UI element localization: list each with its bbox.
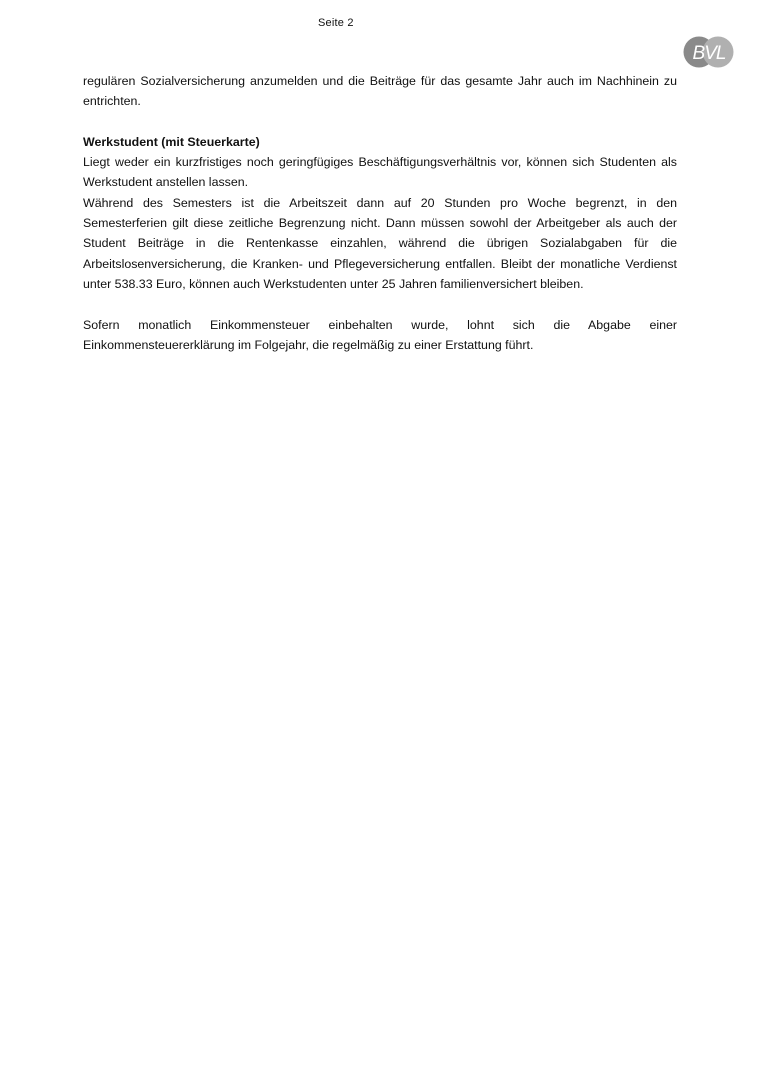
document-body [83,71,677,355]
section-paragraph-1: Liegt weder ein kurzfristiges noch geringfügiges Beschäftigungsverhältnis vor, können sich Studenten als Werkstudent anstellen lassen. [83,155,677,190]
intro-paragraph: regulären Sozialversicherung anzumelden und die Beiträge für das gesamte Jahr auch im Nachhinein zu entrichten. [83,74,677,109]
bvl-logo [683,35,735,69]
closing-paragraph: Sofern monatlich Einkommensteuer einbehalten wurde, lohnt sich die Abgabe einer Einkommensteuererklärung im Folgejahr, die regelmäßig zu einer Erstattung führt. [83,317,677,352]
section-paragraph-2: Während des Semesters ist die Arbeitszeit dann auf 20 Stunden pro Woche begrenzt, in den Semesterferien gilt diese zeitliche Begrenzung nicht. Dann müssen sowohl der Arbeitgeber als auch der Student Beiträge in die Rentenkasse einzahlen, während die übrigen Sozialabgaben für die Arbeitslosenversicherung, die Kranken- und Pflegeversicherung entfallen. Bleibt der monatliche Verdienst unter 538.33 Euro, können auch Werkstudenten unter 25 Jahren familienversichert bleiben. [83,195,677,291]
section-heading: Werkstudent (mit Steuerkarte) [83,134,260,149]
paragraph-spacer [83,294,677,314]
page-number: Seite 2 [318,17,354,29]
paragraph-spacer [83,112,677,132]
logo-text: BVL [692,43,726,64]
